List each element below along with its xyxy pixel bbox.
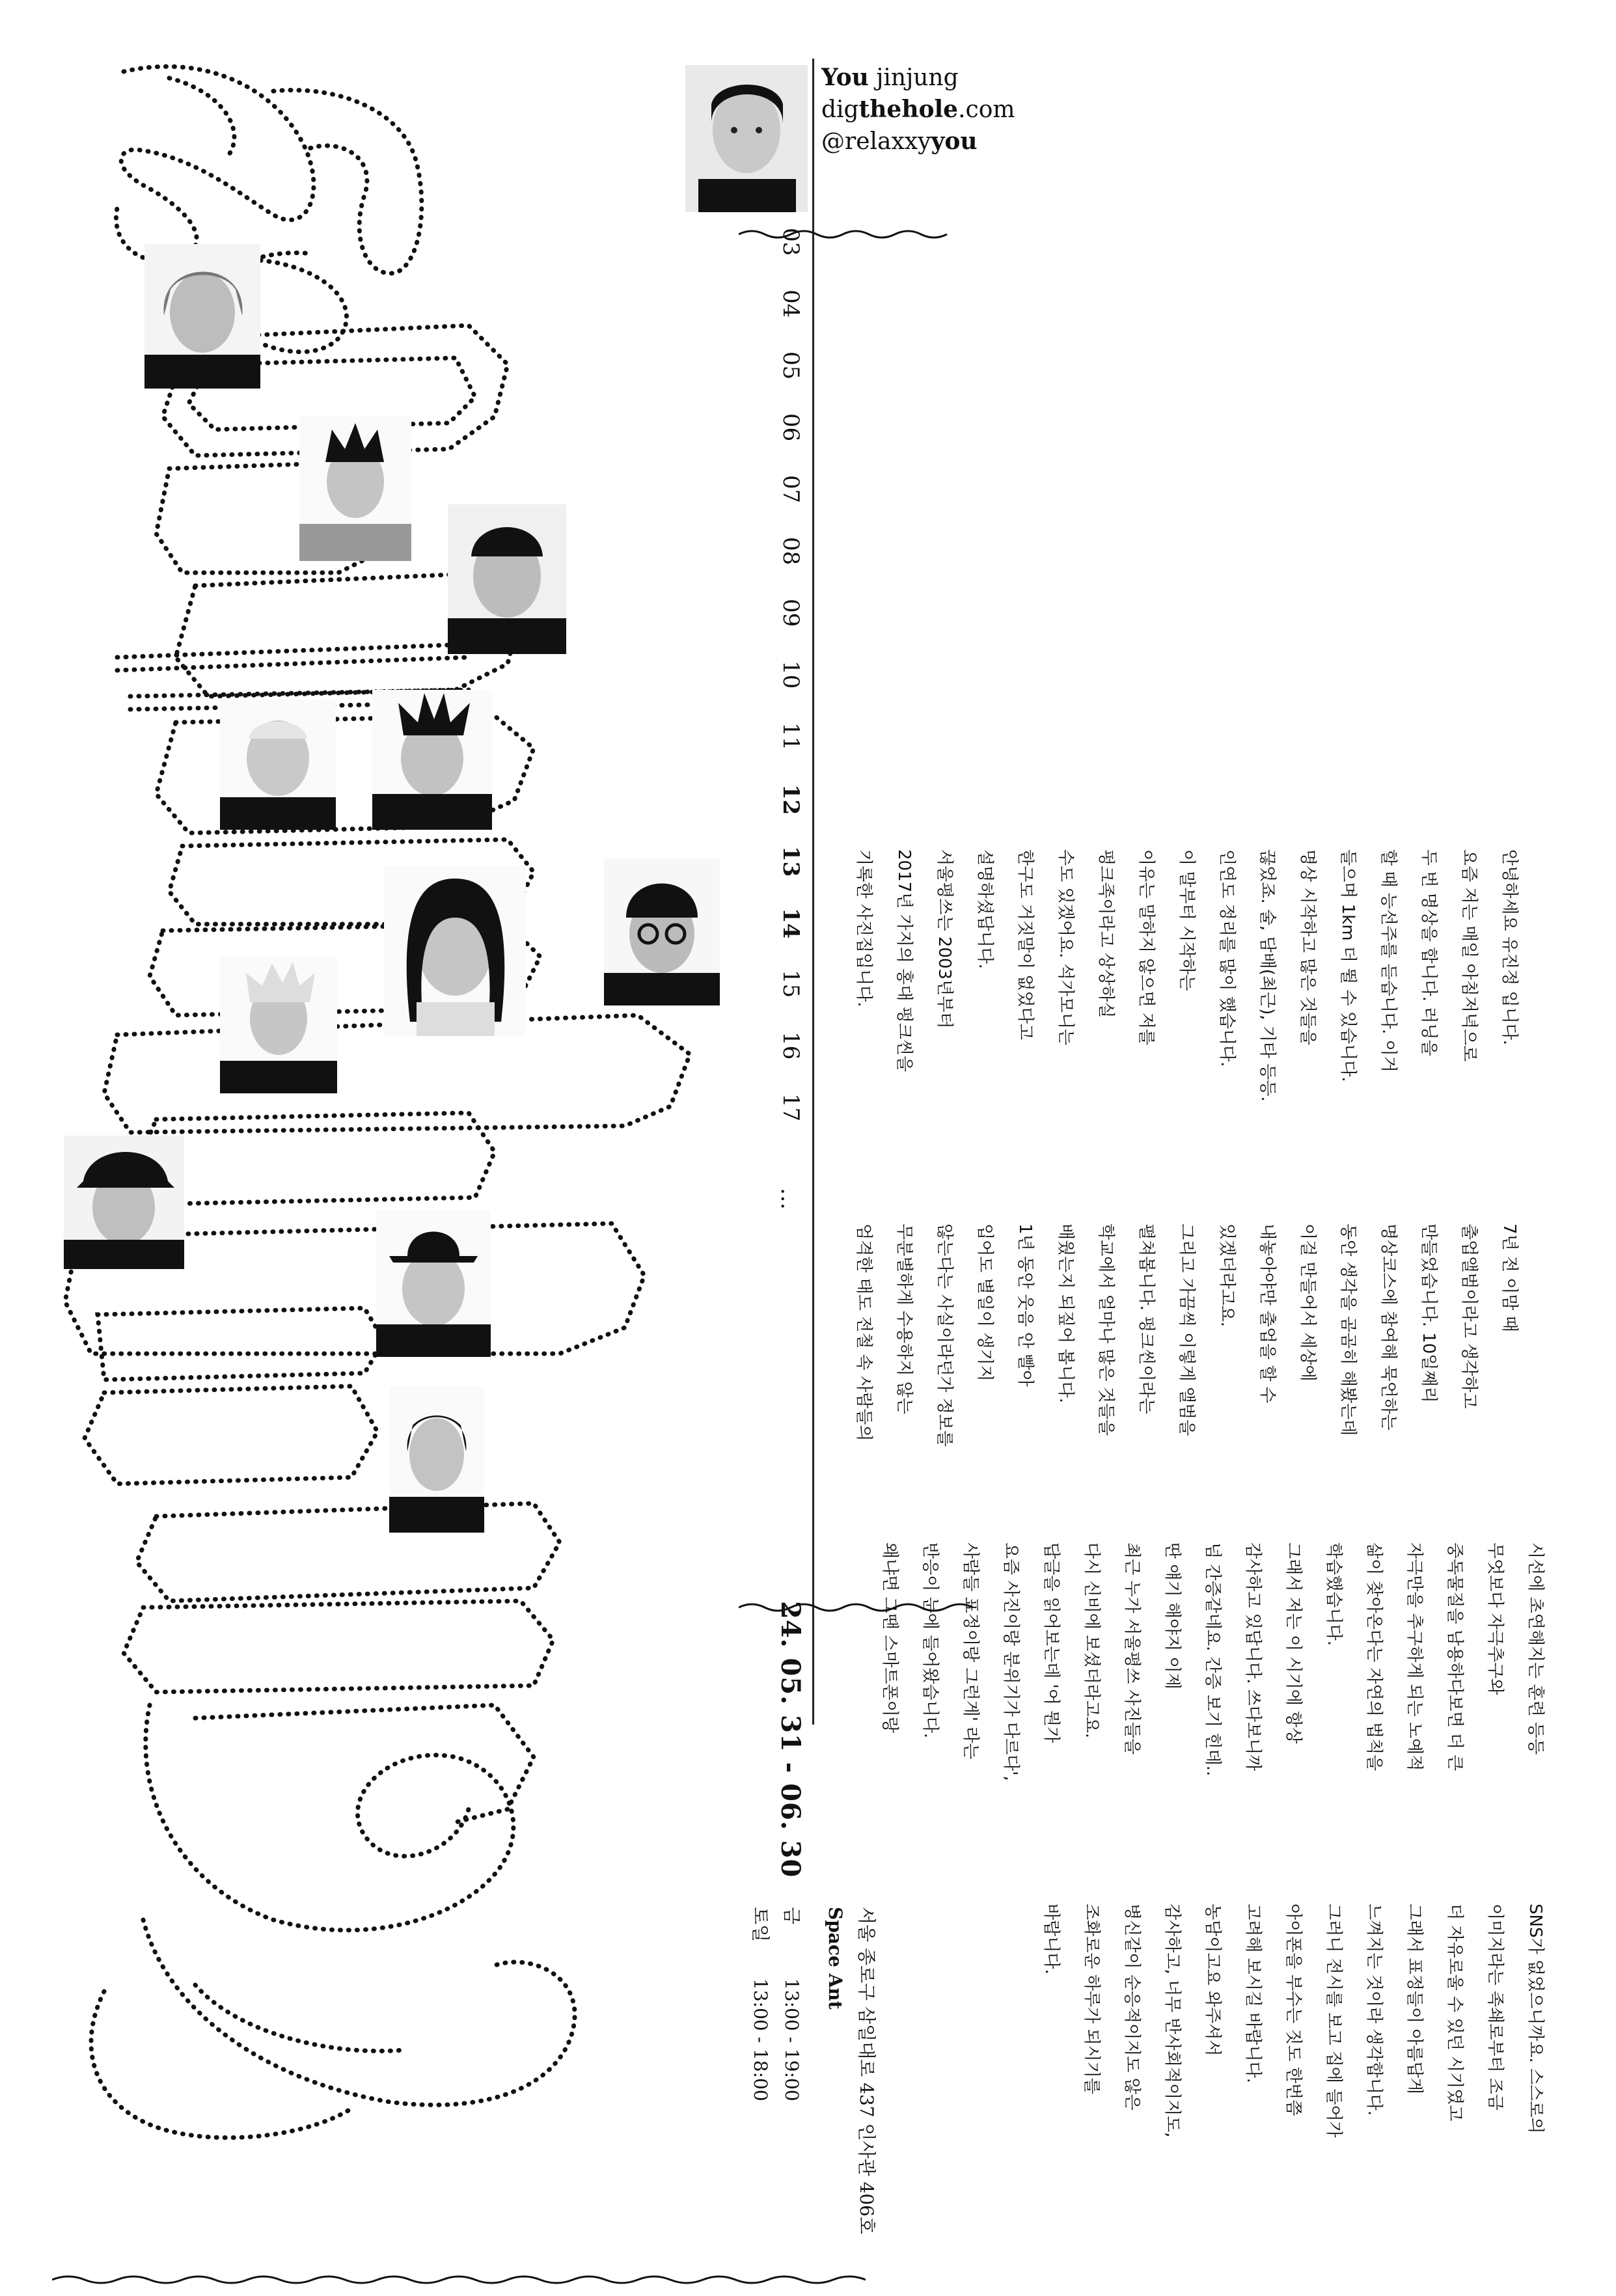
portrait-bangs-woman [384, 866, 526, 1036]
portrait-author [685, 65, 808, 212]
portrait-short-woman [389, 1386, 484, 1533]
portrait-mohawk [372, 690, 492, 830]
year-item: 09 [778, 599, 804, 627]
exhibition-dates: 24. 05. 31 - 06. 30 [775, 1601, 806, 1878]
venue-address: 서울 종로구 삼일대로 437 인사관 406호 [856, 1907, 877, 2235]
year-item: 10 [778, 661, 804, 689]
portrait-pink-hair [144, 244, 260, 389]
third-text-column: 시선에 초연해지는 훈련 등등 무엇보다 자극추구와 중독물질을 남용하다보면 더 큰 자극만을 추구하게 되는 노예적 삶이 찾아온다는 자연의 법칙을 학습했습니다. 그래서 저는 이 시기에 항상 감사하고 있답니다. 쓰다보니까 넘 간증같네요. 간증 보기 힌데.. 딴 얘기 해야지 이제 최근 누가 서울평쓰 사진들을 다시 신비에 보셨더라고요. 답글을 읽어보는데 '어 뭔가 요즘 사진이랑 분위기가 다르다', 사람들 표정이랑 그런게' 라는 반응이 눈에 들어왔습니다. 왜냐면 그땐 스마트폰이랑 [880, 1542, 1545, 1781]
wavy-rule-top [739, 225, 953, 244]
second-text-column: 7년 전 이맘 때 출업앨범이라고 생각하고 만들었습니다. 10일째리 명상코스에 참여해 묵언하는 동안 생각을 곰곰히 해봤는데 이걸 만들어서 세상에 내놓아야만 출업을 할 수 있겠더라고요. 그리고 가끔씩 이렇게 앨범을 펼쳐봅니다. 펑크씬이라는 학교에서 얼마나 많은 것들을 배웠는지 되짚어 봅니다. 1년 동안 웃음 안 빨아 입어도 별일이 생기지 않는다는 사실이라던가 정보를 무분별하게 수용하지 않는 엄격한 태도 전철 속 사람들의 [854, 1223, 1519, 1447]
opening-hours [745, 1907, 807, 2101]
year-item: 11 [778, 722, 804, 751]
portrait-fedora [376, 1210, 491, 1357]
intro-text-column: 안녕하세요 유진정 입니다. 요즘 저는 매일 아침저녁으로 두 번 명상을 합니다. 러닝을 할 때 능선주를 듣습니다. 이거 들으며 1km 더 뛸 수 있습니다. 명상 시작하고 많은 것들을 끊었죠. 술, 담배(최근), 기타 등등. 인연도 정리를 많이 했습니다. 이 말부터 시작하는 이유는 말하지 않으면 저를 펑크족이라고 상상하실 수도 있겠어요. 석가모니는 한구도 거짓말이 없었다고 설명하셨답니다. 서울평쓰는 2003년부터 2017년 가지의 홍대 펑크씬을 기록한 사진집입니다. [854, 849, 1519, 1102]
portrait-bleached-punk [220, 957, 337, 1093]
author-website: digthehole.com [821, 96, 1015, 123]
year-item: 03 [778, 228, 804, 256]
portrait-spiky-dark [299, 417, 411, 561]
hours-row: 토일13:00 - 18:00 [750, 1907, 771, 2101]
year-item: 13 [778, 846, 804, 877]
venue-info [819, 1907, 882, 2234]
wavy-rule-bottom [52, 2270, 866, 2289]
venue-name: Space Ant [825, 1907, 846, 2010]
hours-row: 금13:00 - 19:00 [781, 1907, 802, 2101]
portrait-beanie-glasses [604, 859, 720, 1005]
author-handle: @relaxxyyou [821, 128, 978, 155]
year-item: 07 [778, 475, 804, 504]
year-item: 14 [778, 908, 804, 939]
author-info [821, 62, 1015, 157]
portrait-police-cap [64, 1136, 184, 1269]
vertical-rule-top [812, 59, 814, 1725]
author-name: You jinjung [821, 64, 959, 91]
year-list [778, 228, 804, 1155]
ellipsis: … [776, 1188, 802, 1210]
year-item: 04 [778, 290, 804, 318]
year-item: 12 [778, 784, 804, 815]
portrait-cap-smile [448, 504, 566, 654]
year-item: 15 [778, 970, 804, 998]
year-item: 06 [778, 413, 804, 442]
fourth-text-column: SNS가 없었으니까요. 스스로의 이미지라는 족쇄로부터 조금 더 자유로울 수 있던 시기였고 그래서 표정들이 아름답게 느껴지는 것이라 생각합니다. 그러니 전시를 보고 집에 들어가 아이폰을 부수는 짓도 한번쯤 고려해 보시길 바랍니다. 농담이고요 와주셔서 감사하고, 너무 반사회적이지도, 병신같이 순응적이지도 않은 조화로운 하루가 되시기를 바랍니다. [1041, 1904, 1545, 2138]
year-item: 17 [778, 1093, 804, 1122]
portrait-blond-shaved [220, 700, 336, 830]
year-item: 05 [778, 351, 804, 380]
year-item: 08 [778, 537, 804, 566]
year-item: 16 [778, 1032, 804, 1060]
